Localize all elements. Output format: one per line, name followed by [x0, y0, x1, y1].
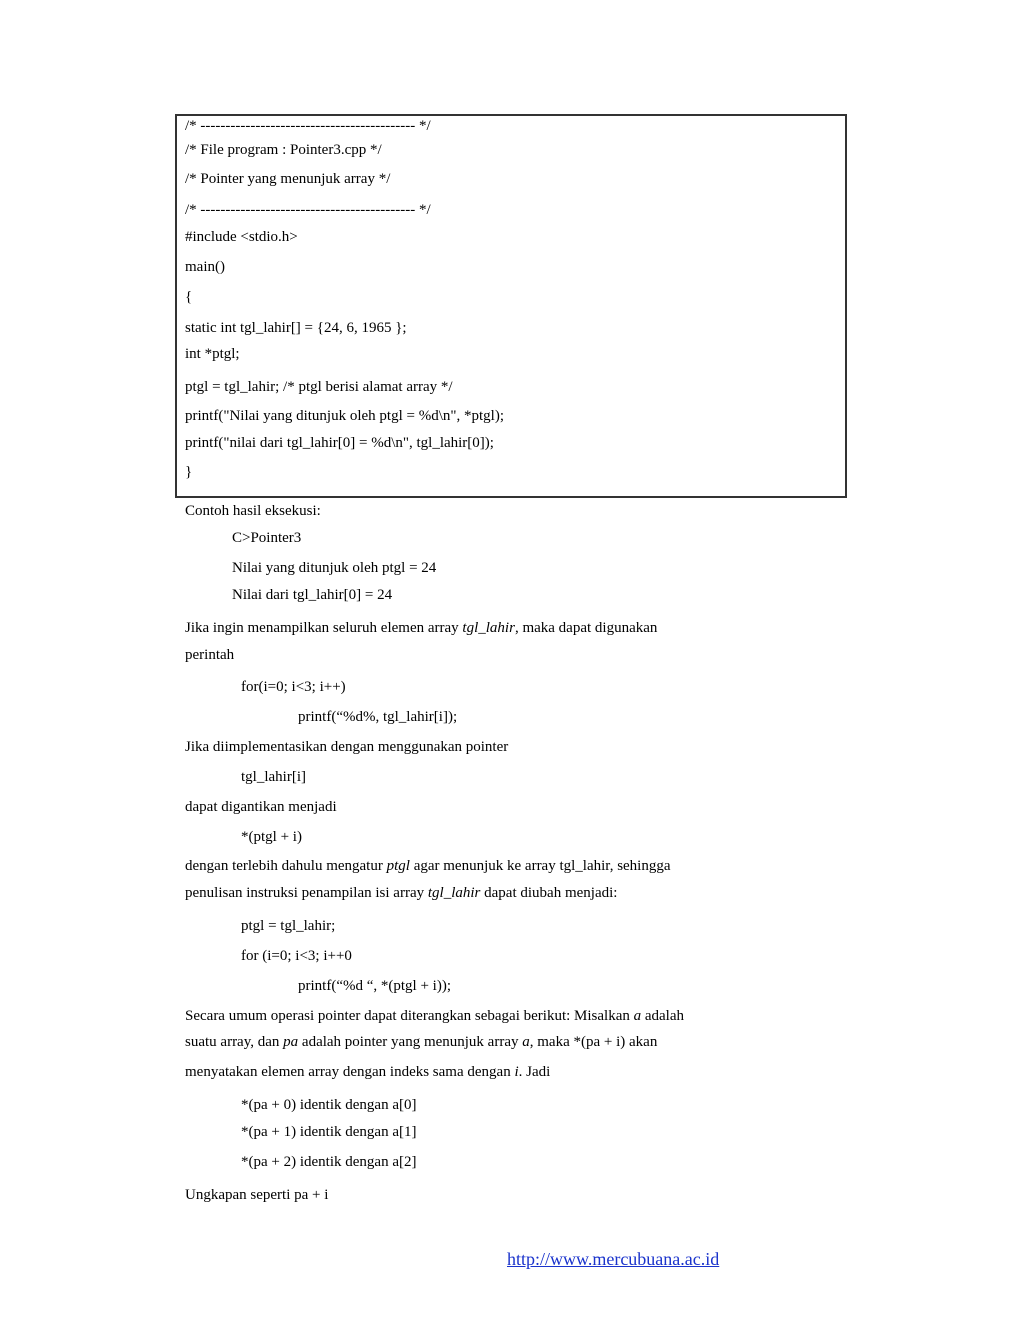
code-line: printf("Nilai yang ditunjuk oleh ptgl = %d\n", *ptgl); [185, 408, 504, 424]
paragraph-6: Ungkapan seperti pa + i [185, 1187, 329, 1203]
paragraph-5-cont: menyatakan elemen array dengan indeks sama dengan i. Jadi [185, 1064, 551, 1080]
paragraph-5: Secara umum operasi pointer dapat diterangkan sebagai berikut: Misalkan a adalah [185, 1008, 684, 1024]
code-line: static int tgl_lahir[] = {24, 6, 1965 }; [185, 320, 407, 336]
code-line: /* ------------------------------------------- */ [185, 202, 431, 218]
code-line: int *ptgl; [185, 346, 240, 362]
output-line: Nilai dari tgl_lahir[0] = 24 [232, 587, 393, 603]
paragraph-3: dapat digantikan menjadi [185, 799, 337, 815]
code-line: ptgl = tgl_lahir; /* ptgl berisi alamat array */ [185, 379, 453, 395]
paragraph-5-cont: suatu array, dan pa adalah pointer yang menunjuk array a, maka *(pa + i) akan [185, 1034, 658, 1050]
identity-line: *(pa + 1) identik dengan a[1] [241, 1124, 417, 1140]
paragraph-1-cont: perintah [185, 647, 235, 663]
footer-website-link[interactable]: http://www.mercubuana.ac.id [507, 1249, 720, 1269]
code-snippet-line: ptgl = tgl_lahir; [241, 918, 336, 934]
code-line: /* Pointer yang menunjuk array */ [185, 171, 391, 187]
identity-line: *(pa + 0) identik dengan a[0] [241, 1097, 417, 1113]
code-line: } [185, 464, 193, 480]
paragraph-4-cont: penulisan instruksi penampilan isi array tgl_lahir dapat diubah menjadi: [185, 885, 618, 901]
code-snippet-line: for(i=0; i<3; i++) [241, 679, 346, 695]
code-snippet-line: *(ptgl + i) [241, 829, 302, 845]
paragraph-1: Jika ingin menampilkan seluruh elemen array tgl_lahir, maka dapat digunakan [185, 620, 658, 636]
code-line: /* ------------------------------------------- */ [185, 118, 431, 134]
paragraph-2: Jika diimplementasikan dengan menggunakan pointer [185, 739, 509, 755]
code-line: main() [185, 259, 225, 275]
code-line: printf("nilai dari tgl_lahir[0] = %d\n", tgl_lahir[0]); [185, 435, 494, 451]
identity-line: *(pa + 2) identik dengan a[2] [241, 1154, 417, 1170]
code-snippet-line: tgl_lahir[i] [241, 769, 306, 785]
code-line: /* File program : Pointer3.cpp */ [185, 142, 382, 158]
output-line: Nilai yang ditunjuk oleh ptgl = 24 [232, 560, 437, 576]
code-line: #include <stdio.h> [185, 229, 298, 245]
code-snippet-line: printf(“%d%, tgl_lahir[i]); [298, 709, 458, 725]
code-line: { [185, 289, 193, 305]
example-heading: Contoh hasil eksekusi: [185, 503, 321, 519]
code-snippet-line: printf(“%d “, *(ptgl + i)); [298, 978, 451, 994]
paragraph-4: dengan terlebih dahulu mengatur ptgl agar menunjuk ke array tgl_lahir, sehingga [185, 858, 671, 874]
output-line: C>Pointer3 [232, 530, 302, 546]
code-snippet-line: for (i=0; i<3; i++0 [241, 948, 352, 964]
